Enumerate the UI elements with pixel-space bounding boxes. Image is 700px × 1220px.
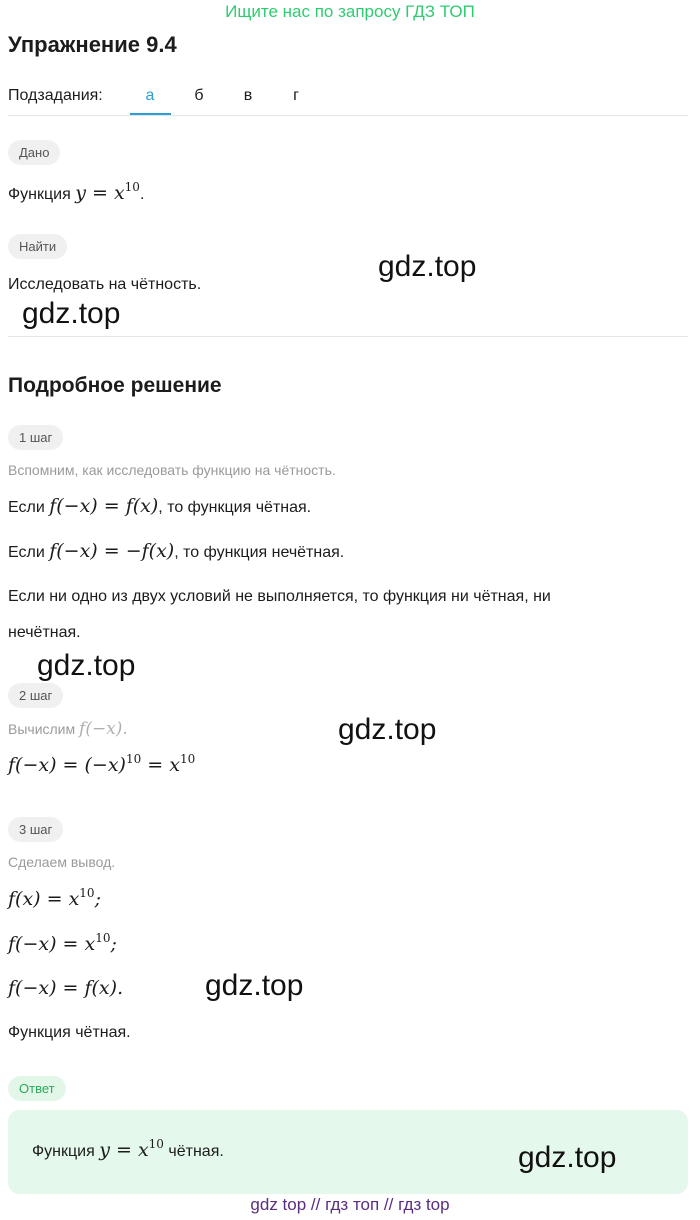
step-1-hint: Вспомним, как исследовать функцию на чётность. <box>8 462 336 478</box>
step-2-hint: Вычислим f(−x). <box>8 719 128 739</box>
step-1-line-1: Если f(−x) = f(x), то функция чётная. <box>8 495 312 517</box>
page-title: Упражнение 9.4 <box>8 32 177 57</box>
step-3-formula-2: $f(-x) = x^{10}$; <box>8 931 117 955</box>
solution-title: Подробное решение <box>8 374 222 397</box>
step-3-conclusion: Функция чётная. <box>8 1024 131 1041</box>
given-badge: Дано <box>8 140 60 165</box>
watermark: gdz.top <box>338 713 437 746</box>
given-prefix: Функция <box>8 186 71 203</box>
search-banner[interactable]: Ищите нас по запросу ГДЗ ТОП <box>225 2 475 21</box>
step-1-line-2: Если f(−x) = −f(x), то функция нечётная. <box>8 540 345 562</box>
given-formula: $y = x^{10}$ <box>75 180 140 204</box>
answer-badge: Ответ <box>8 1076 66 1101</box>
tab-b[interactable]: б <box>194 87 204 104</box>
subtasks-label: Подзадания: <box>8 87 103 104</box>
divider <box>8 336 688 337</box>
tab-g[interactable]: г <box>293 87 299 104</box>
tab-a[interactable]: а <box>145 87 155 104</box>
tab-v[interactable]: в <box>243 87 253 104</box>
step-2-badge: 2 шаг <box>8 683 63 708</box>
divider <box>8 115 688 116</box>
step-1-line-3: Если ни одно из двух условий не выполняется, то функция ни чётная, ни <box>8 588 551 605</box>
step-3-formula-1: $f(x) = x^{10}$; <box>8 886 101 910</box>
watermark: gdz.top <box>378 250 477 283</box>
watermark: gdz.top <box>518 1141 617 1174</box>
watermark: gdz.top <box>22 297 121 330</box>
given-text: Функция $y = x^{10}$. <box>8 180 145 204</box>
step-3-badge: 3 шаг <box>8 817 63 842</box>
find-text: Исследовать на чётность. <box>8 276 202 293</box>
step-1-line-4: нечётная. <box>8 624 81 641</box>
watermark: gdz.top <box>205 969 304 1002</box>
step-1-badge: 1 шаг <box>8 425 63 450</box>
answer-text: Функция $y = x^{10}$ чётная. <box>32 1137 224 1161</box>
step-3-hint: Сделаем вывод. <box>8 854 116 870</box>
watermark: gdz.top <box>37 649 136 682</box>
step-3-formula-3: f(−x) = f(x). <box>8 977 124 999</box>
find-badge: Найти <box>8 234 67 259</box>
footer-links[interactable]: gdz top // гдз топ // гдз top <box>250 1195 450 1214</box>
step-2-formula: $f(-x) = (-x)^{10} = x^{10}$ <box>8 752 196 776</box>
